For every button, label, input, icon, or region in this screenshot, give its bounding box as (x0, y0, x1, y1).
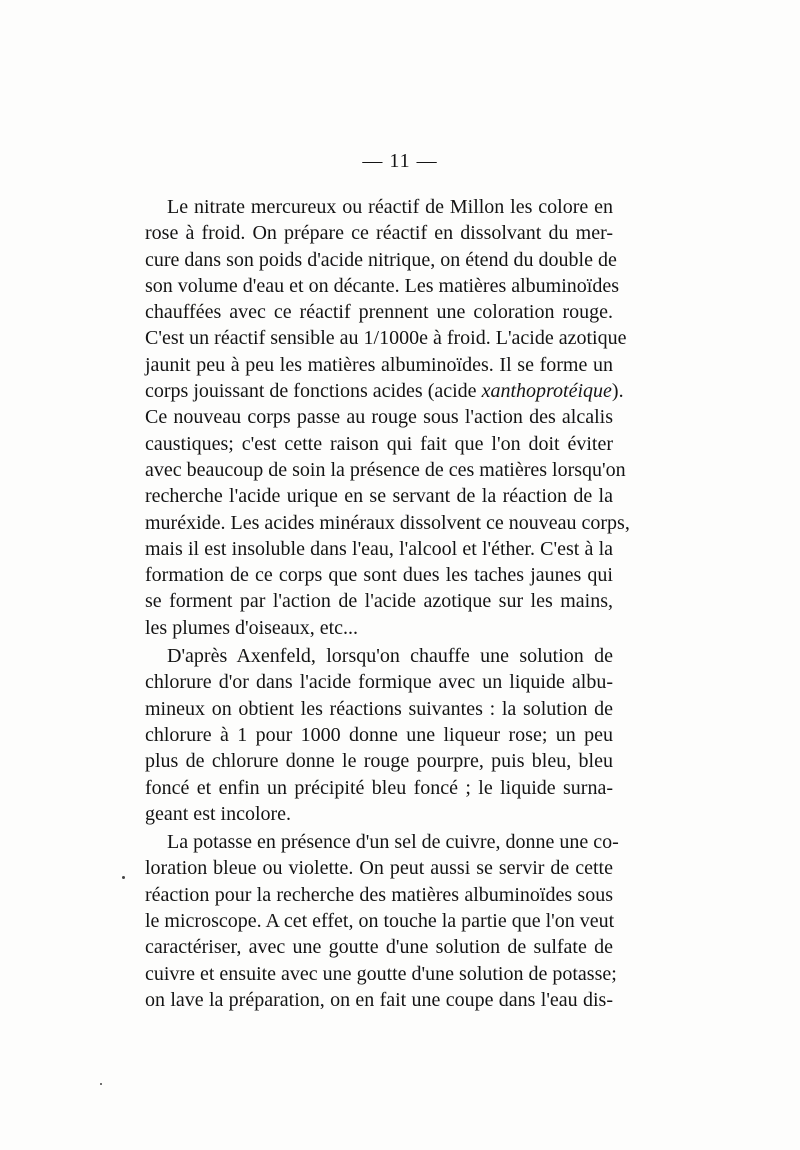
text-segment: ). (611, 380, 624, 403)
text-line: cuivre et ensuite avec une goutte d'une solution de potasse; (145, 962, 617, 985)
text-line: chlorure à 1 pour 1000 donne une liqueur rose; un peu (145, 723, 613, 746)
body-text (145, 194, 630, 1013)
text-segment: corps jouissant de fonctions acides (acide (145, 380, 482, 403)
text-line: D'après Axenfeld, lorsqu'on chauffe une solution de (167, 645, 613, 668)
text-line: Le nitrate mercureux ou réactif de Millon les colore en (167, 196, 613, 218)
text-line: se forment par l'action de l'acide azotique sur les mains, (145, 590, 613, 613)
text-line: geant est incolore. (145, 802, 292, 825)
text-line-with-italic (145, 378, 624, 404)
text-line: caractériser, avec une goutte d'une solution de sulfate de (145, 936, 613, 959)
text-line: recherche l'acide urique en se servant de la réaction de la (145, 485, 613, 508)
text-line: rose à froid. On prépare ce réactif en dissolvant du mer- (145, 222, 613, 245)
scan-speck (100, 1083, 102, 1085)
text-line: chauffées avec ce réactif prennent une coloration rouge. (145, 301, 613, 324)
text-line: réaction pour la recherche des matières albuminoïdes sous (145, 883, 613, 906)
italic-term: xanthoprotéique (481, 380, 612, 403)
text-line: muréxide. Les acides minéraux dissolvent ce nouveau corps, (145, 511, 630, 534)
text-line: avec beaucoup de soin la présence de ces matières lorsqu'on (145, 458, 626, 481)
text-line: plus de chlorure donne le rouge pourpre, puis bleu, bleu (145, 750, 613, 773)
text-line: caustiques; c'est cette raison qui fait que l'on doit éviter (145, 432, 613, 455)
page-number: — 11 — (362, 150, 438, 172)
text-line: loration bleue ou violette. On peut aussi se servir de cette (145, 857, 613, 880)
scan-speck (122, 876, 125, 879)
text-line: chlorure d'or dans l'acide formique avec un liquide albu- (145, 671, 613, 694)
paragraph-2 (145, 643, 613, 827)
text-line: les plumes d'oiseaux, etc... (145, 616, 358, 639)
text-line: mineux on obtient les réactions suivantes : la solution de (145, 697, 613, 720)
text-line: on lave la préparation, on en fait une coupe dans l'eau dis- (145, 988, 613, 1011)
text-line: Ce nouveau corps passe au rouge sous l'action des alcalis (145, 406, 613, 429)
text-line: foncé et enfin un précipité bleu foncé ; le liquide surna- (145, 776, 613, 799)
paragraph-1 (145, 194, 630, 641)
paragraph-3 (145, 829, 619, 1013)
text-line: son volume d'eau et on décante. Les matières albuminoïdes (145, 274, 620, 297)
text-line: formation de ce corps que sont dues les taches jaunes qui (145, 564, 613, 587)
text-line: le microscope. A cet effet, on touche la partie que l'on veut (145, 910, 615, 933)
text-line: cure dans son poids d'acide nitrique, on étend du double de (145, 248, 617, 271)
text-line: La potasse en présence d'un sel de cuivre, donne une co- (167, 831, 619, 854)
text-line: mais il est insoluble dans l'eau, l'alcool et l'éther. C'est à la (145, 537, 613, 560)
text-line: jaunit peu à peu les matières albuminoïdes. Il se forme un (145, 353, 613, 376)
text-line: C'est un réactif sensible au 1/1000e à froid. L'acide azotique (145, 327, 627, 350)
